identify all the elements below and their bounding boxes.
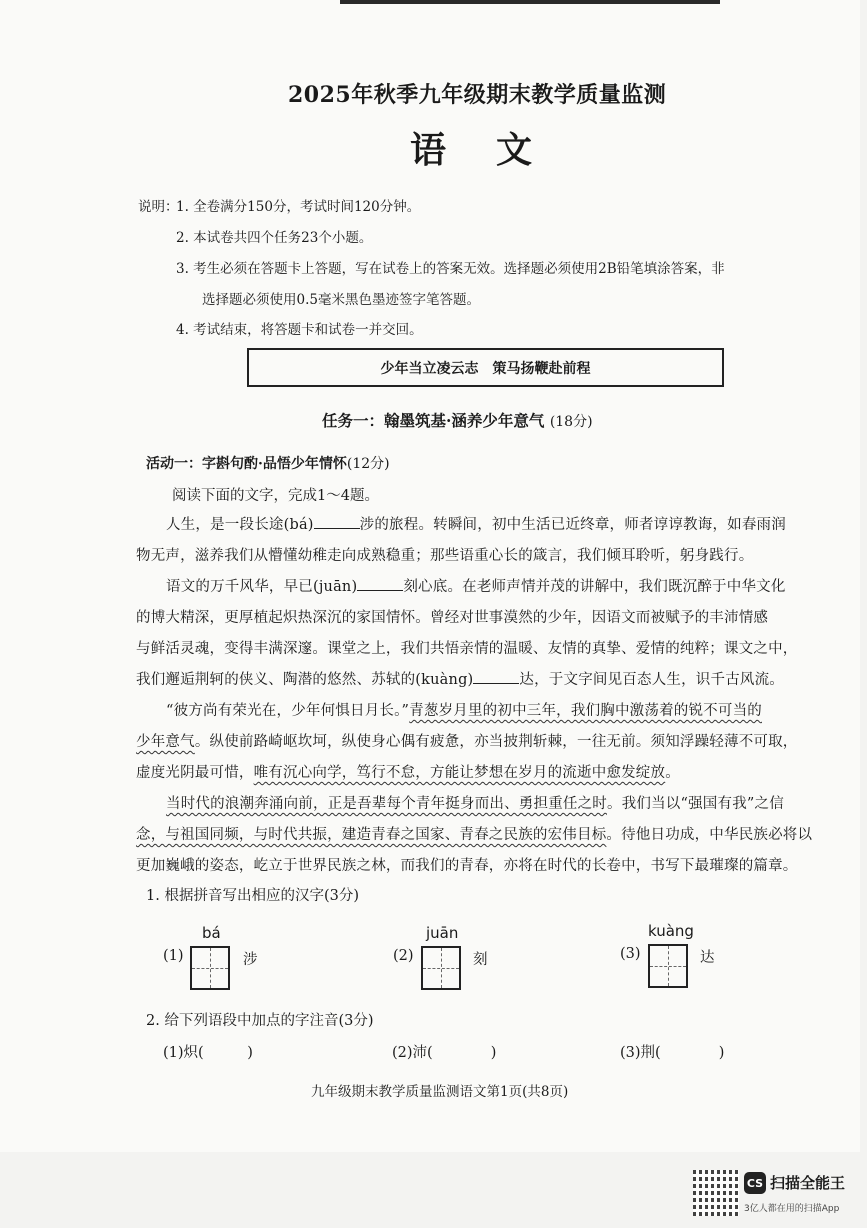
passage-line — [136, 758, 816, 789]
page-footer: 九年级期末教学质量监测语文第1页(共8页) — [311, 1084, 569, 1100]
subject-title: 语文 — [410, 129, 583, 171]
instruction-item: 4. 考试结束，将答题卡和试卷一并交回。 — [176, 322, 423, 338]
passage-line: 物无声，滋养我们从懵懂幼稚走向成熟稳重；那些语重心长的箴言，我们倾耳聆听，躬身践行。 — [136, 548, 754, 564]
underlined-text: 念，与祖国同频，与时代共振，建造青春之国家、青春之民族的宏伟目标 — [136, 827, 607, 843]
question-2-item[interactable]: (3)荆( ) — [620, 1045, 725, 1061]
underlined-text: 少年意气 — [136, 734, 195, 750]
task-heading — [322, 409, 593, 431]
passage-text: “彼方尚有荣光在，少年何惧日月长。” — [166, 703, 410, 719]
question-item-suffix: 刻 — [473, 952, 488, 968]
passage-text: 。纵使前路崎岖坎坷，纵使身心偶有疲惫，亦当披荆斩棘，一往无前。须知浮躁轻薄不可取， — [194, 734, 798, 750]
qr-code-icon — [693, 1170, 739, 1216]
question-2-item[interactable]: (2)沛( ) — [392, 1045, 497, 1061]
task-points: (18分) — [549, 414, 593, 430]
passage-text: 。 — [665, 765, 680, 781]
task-title: 任务一：翰墨筑基·涵养少年意气 — [322, 411, 545, 430]
page-edge-shadow — [340, 0, 720, 4]
passage-line — [136, 510, 816, 541]
passage-line — [136, 820, 816, 851]
passage-text: 涉的旅程。转瞬间，初中生活已近终章，师者谆谆教诲，如春雨润 — [359, 517, 786, 533]
app-name: 扫描全能王 — [770, 1174, 846, 1192]
instruction-item: 2. 本试卷共四个任务23个小题。 — [176, 230, 373, 246]
question-item-number: (3) — [620, 946, 641, 962]
passage-line — [136, 789, 816, 820]
pinyin-label: juān — [426, 924, 459, 942]
passage-line: 更加巍峨的姿态，屹立于世界民族之林，而我们的青春，亦将在时代的长卷中，书写下最璀璨的篇章。 — [136, 858, 798, 874]
instruction-item: 选择题必须使用0.5毫米黑色墨迹签字笔答题。 — [202, 292, 480, 308]
app-tagline: 3亿人都在用的扫描App — [744, 1204, 840, 1214]
passage-line — [136, 665, 816, 696]
passage-line — [136, 696, 816, 727]
question-2-item[interactable]: (1)炽( ) — [163, 1045, 253, 1061]
passage-text: 人生，是一段长途(bá) — [166, 517, 314, 533]
passage-text: 达，于文字间见百态人生，识千古风流。 — [519, 672, 785, 688]
pinyin-label: bá — [202, 924, 221, 942]
passage-text: 刻心底。在老师声情并茂的讲解中，我们既沉醉于中华文化 — [403, 579, 786, 595]
underlined-text: 唯有沉心向学，笃行不怠，方能让梦想在岁月的流逝中愈发绽放 — [253, 765, 666, 781]
answer-grid-box[interactable] — [190, 946, 230, 990]
theme-box: 少年当立凌云志 策马扬鞭赴前程 — [247, 348, 724, 387]
underlined-text: 当时代的浪潮奔涌向前，正是吾辈每个青年挺身而出、勇担重任之时 — [166, 796, 607, 812]
instructions-lead: 说明： — [138, 199, 179, 215]
passage-line: 的博大精深，更厚植起炽热深沉的家国情怀。曾经对世事漠然的少年，因语文而被赋予的丰沛情感 — [136, 610, 769, 626]
passage-text: 我们邂逅荆轲的侠义、陶潜的悠然、苏轼的(kuàng) — [136, 672, 474, 688]
passage-text: 。我们当以“强国有我”之信 — [607, 796, 784, 812]
activity-heading — [146, 453, 390, 473]
passage-text: 语文的万千风华，早已(juān) — [166, 579, 358, 595]
instruction-item: 1. 全卷满分150分，考试时间120分钟。 — [176, 199, 421, 215]
reading-passage — [136, 510, 816, 882]
question-item-number: (1) — [163, 948, 184, 964]
answer-grid-box[interactable] — [648, 944, 688, 988]
answer-grid-box[interactable] — [421, 946, 461, 990]
question-2-stem: 2. 给下列语段中加点的字注音(3分) — [146, 1013, 374, 1029]
passage-line — [136, 727, 816, 758]
question-item-number: (2) — [393, 948, 414, 964]
activity-points: (12分) — [346, 456, 390, 472]
underlined-text: 青葱岁月里的初中三年，我们胸中激荡着的锐不可当的 — [409, 703, 762, 719]
passage-line: 与鲜活灵魂，变得丰满深邃。课堂之上，我们共悟亲情的温暖、友情的真挚、爱情的纯粹；课文之中， — [136, 641, 798, 657]
pinyin-label: kuàng — [648, 922, 694, 940]
passage-text: 。待他日功成，中华民族必将以 — [606, 827, 813, 843]
instruction-item: 3. 考生必须在答题卡上答题，写在试卷上的答案无效。选择题必须使用2B铅笔填涂答案，非 — [176, 261, 725, 277]
passage-text: 虚度光阴最可惜， — [136, 765, 254, 781]
fill-blank — [357, 576, 403, 591]
activity-title: 活动一：字斟句酌·品悟少年情怀 — [146, 456, 347, 472]
fill-blank — [473, 669, 519, 684]
question-1-stem: 1. 根据拼音写出相应的汉字(3分) — [146, 888, 359, 904]
fill-blank — [314, 514, 360, 529]
question-item-suffix: 达 — [700, 950, 715, 966]
reading-prompt: 阅读下面的文字，完成1～4题。 — [172, 488, 379, 504]
camscanner-logo-icon: CS — [744, 1172, 766, 1194]
passage-line — [136, 572, 816, 603]
exam-title: 2025年秋季九年级期末教学质量监测 — [288, 82, 667, 108]
question-item-suffix: 涉 — [243, 952, 258, 968]
